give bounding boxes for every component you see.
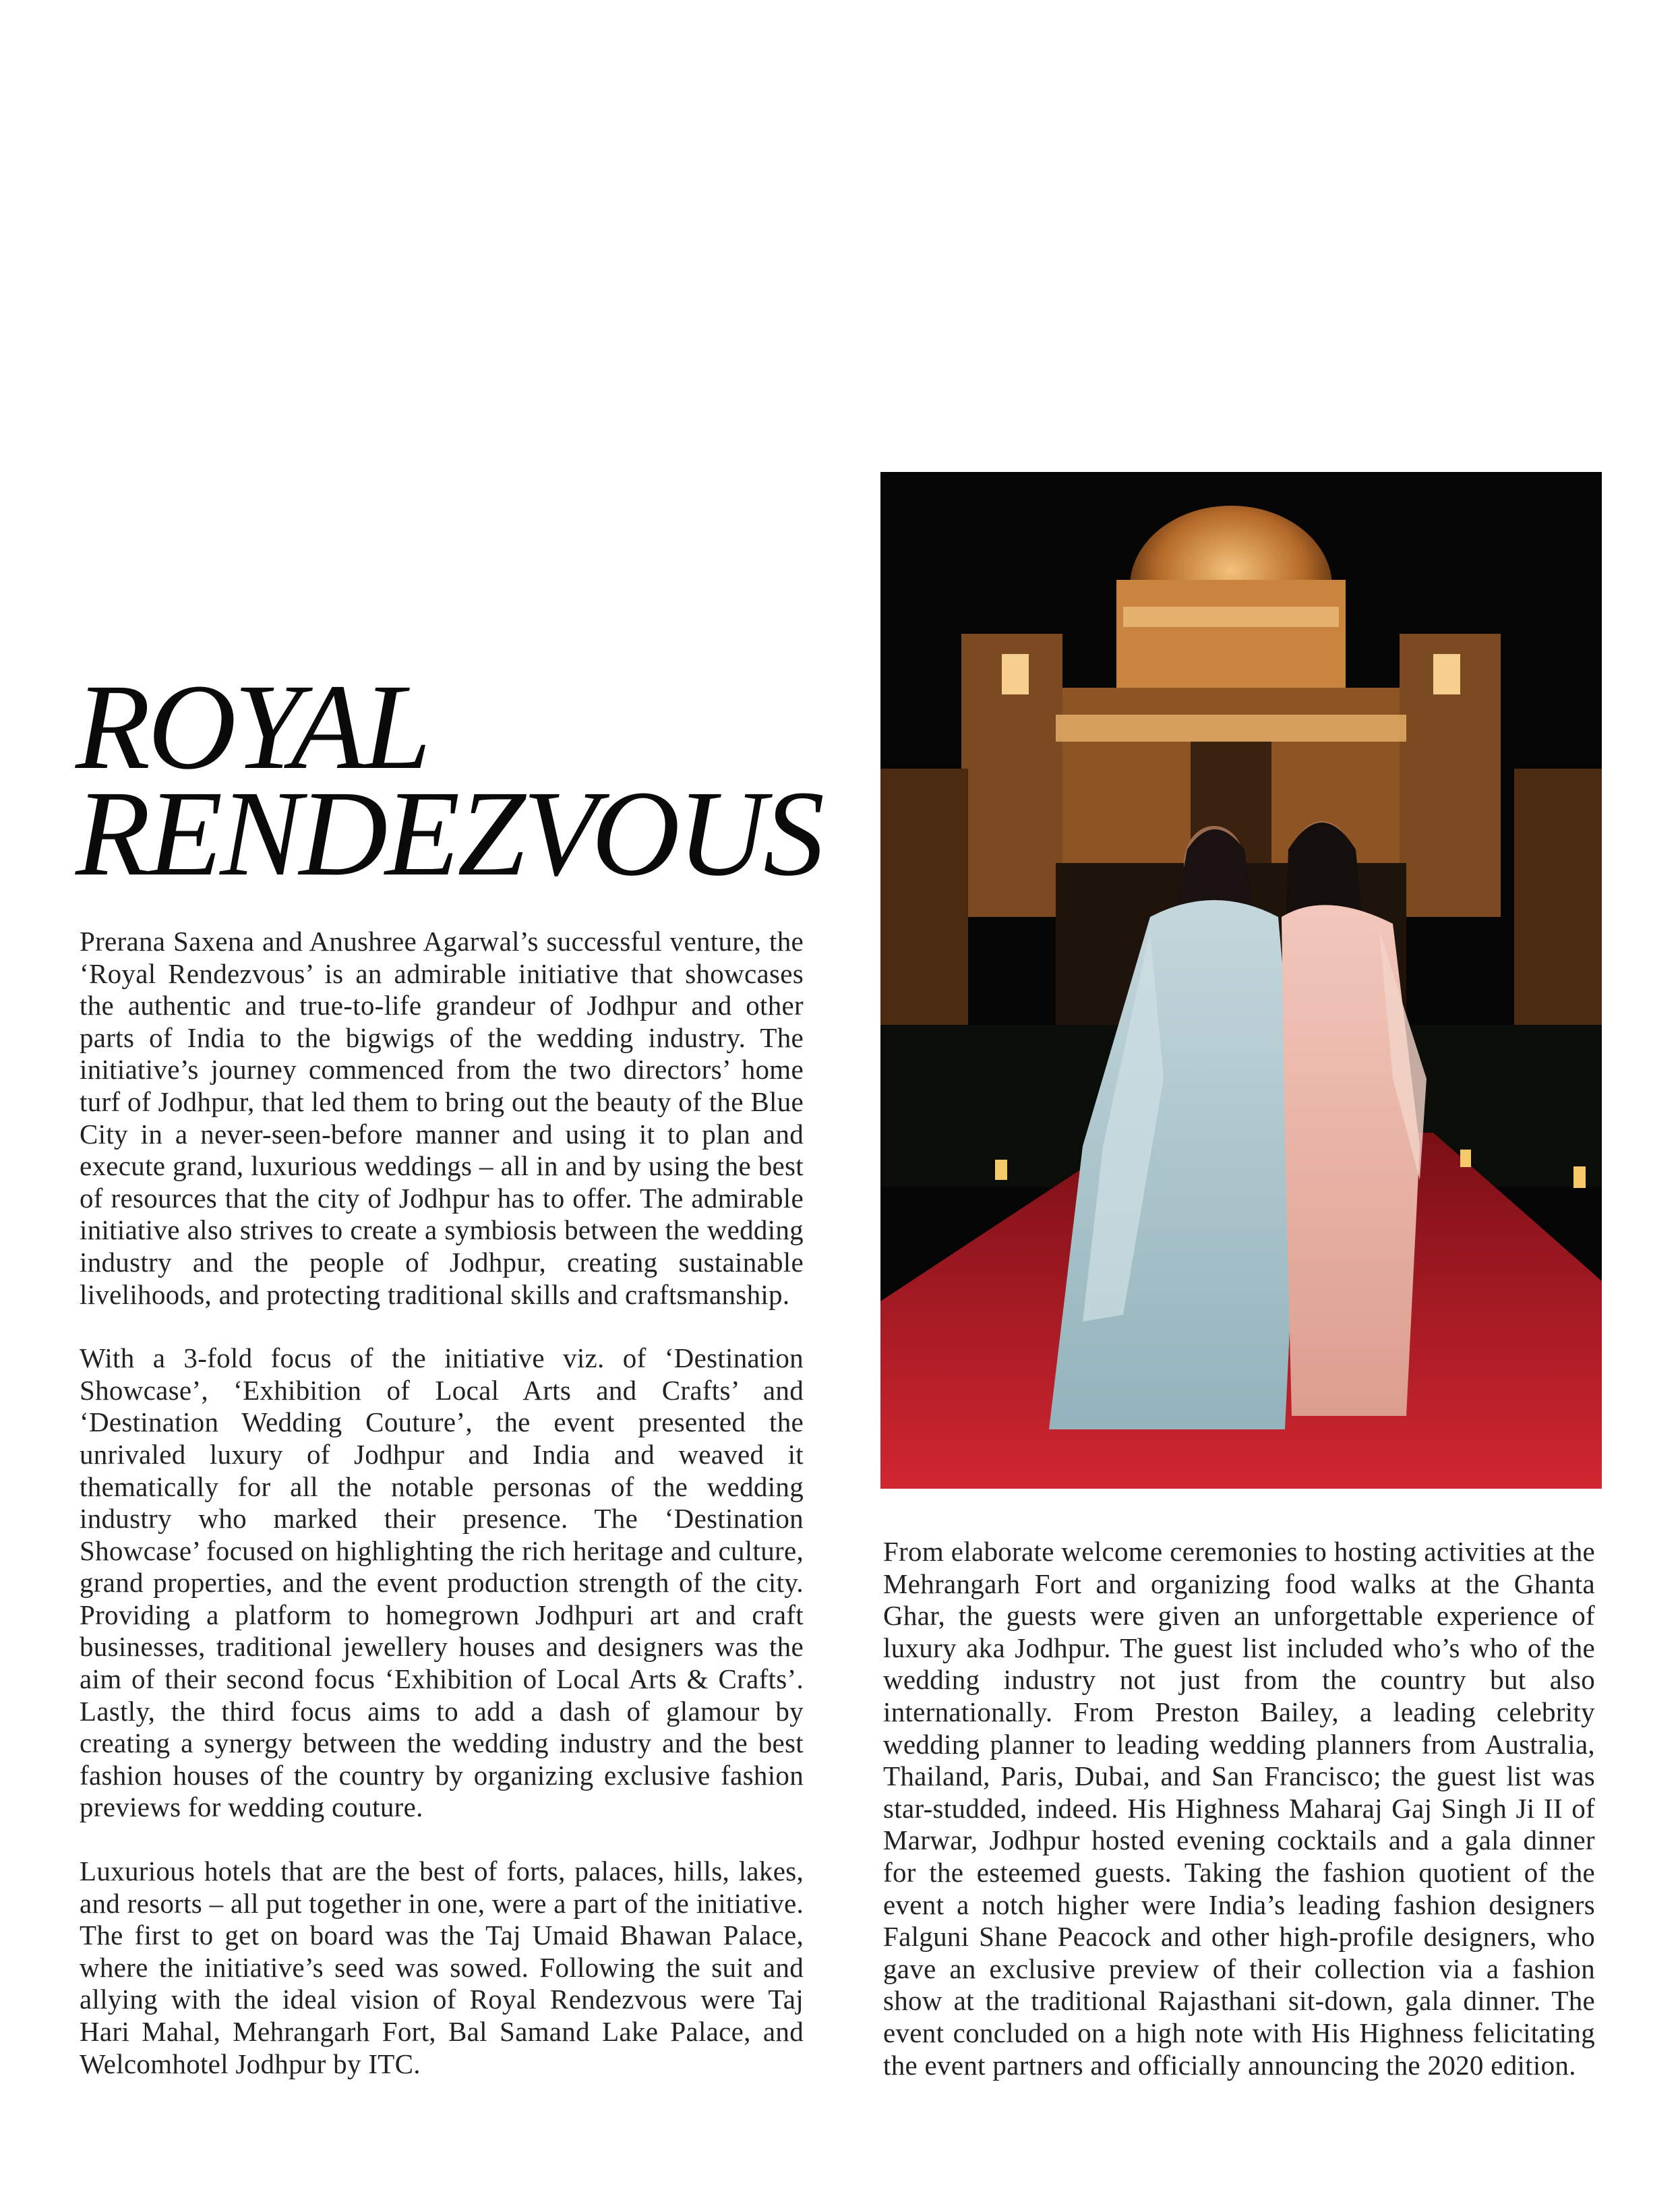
article-title — [76, 659, 831, 901]
palace-photo — [880, 472, 1602, 1489]
paragraph-hotels: Luxurious hotels that are the best of forts, palaces, hills, lakes, and resorts – all put together in one, were a part of the initiative. The first to get on board was the Taj Umaid Bhawan Palace, where the initiative’s seed was sowed. Following the suit and allying with the ideal vision of Royal Rendezvous were Taj Hari Mahal, Mehrangarh Fort, Bal Samand Lake Palace, and Welcomhotel Jodhpur by ITC. — [80, 1855, 804, 2079]
left-column — [80, 926, 804, 2112]
right-column — [883, 1536, 1595, 2113]
paragraph-focus: With a 3-fold focus of the initiative viz. of ‘Destination Showcase’, ‘Exhibition of Local Arts and Crafts’ and ‘Destination Wedding Couture’, the event presented the unrivaled luxury of Jodhpur and India and weaved it thematically for all the notable personas of the wedding industry who marked their presence. The ‘Destination Showcase’ focused on highlighting the rich heritage and culture, grand properties, and the event production strength of the city. Providing a platform to homegrown Jodhpuri art and craft businesses, traditional jewellery houses and designers was the aim of their second focus ‘Exhibition of Local Arts & Crafts’. Lastly, the third focus aims to add a dash of glamour by creating a synergy between the wedding industry and the best fashion houses of the country by organizing exclusive fashion previews for wedding couture. — [80, 1342, 804, 1823]
paragraph-intro: Prerana Saxena and Anushree Agarwal’s successful venture, the ‘Royal Rendezvous’ is an admirable initiative that showcases the authentic and true-to-life grandeur of Jodhpur and other parts of India to the bigwigs of the wedding industry. The initiative’s journey commenced from the two directors’ home turf of Jodhpur, that led them to bring out the beauty of the Blue City in a never-seen-before manner and using it to plan and execute grand, luxurious weddings – all in and by using the best of resources that the city of Jodhpur has to offer. The admirable initiative also strives to create a symbiosis between the wedding industry and the people of Jodhpur, creating sustainable livelihoods, and protecting traditional skills and craftsmanship. — [80, 926, 804, 1310]
title-line-2: RENDEZVOUS — [76, 766, 822, 901]
paragraph-guests: From elaborate welcome ceremonies to hosting activities at the Mehrangarh Fort and organizing food walks at the Ghanta Ghar, the guests were given an unforgettable experience of luxury aka Jodhpur. The guest list included who’s who of the wedding industry not just from the country but also internationally. From Preston Bailey, a leading celebrity wedding planner to leading wedding planners from Australia, Thailand, Paris, Dubai, and San Francisco; the guest list was star-studded, indeed. His Highness Maharaj Gaj Singh Ji II of Marwar, Jodhpur hosted evening cocktails and a gala dinner for the esteemed guests. Taking the fashion quotient of the event a notch higher were India’s leading fashion designers Falguni Shane Peacock and other high-profile designers, who gave an exclusive preview of their collection via a fashion show at the traditional Rajasthani sit-down, gala dinner. The event concluded on a high note with His Highness felicitating the event partners and officially announcing the 2020 edition. — [883, 1536, 1595, 2081]
palace-illustration — [880, 472, 1602, 1489]
title-line-1: ROYAL — [76, 659, 429, 795]
